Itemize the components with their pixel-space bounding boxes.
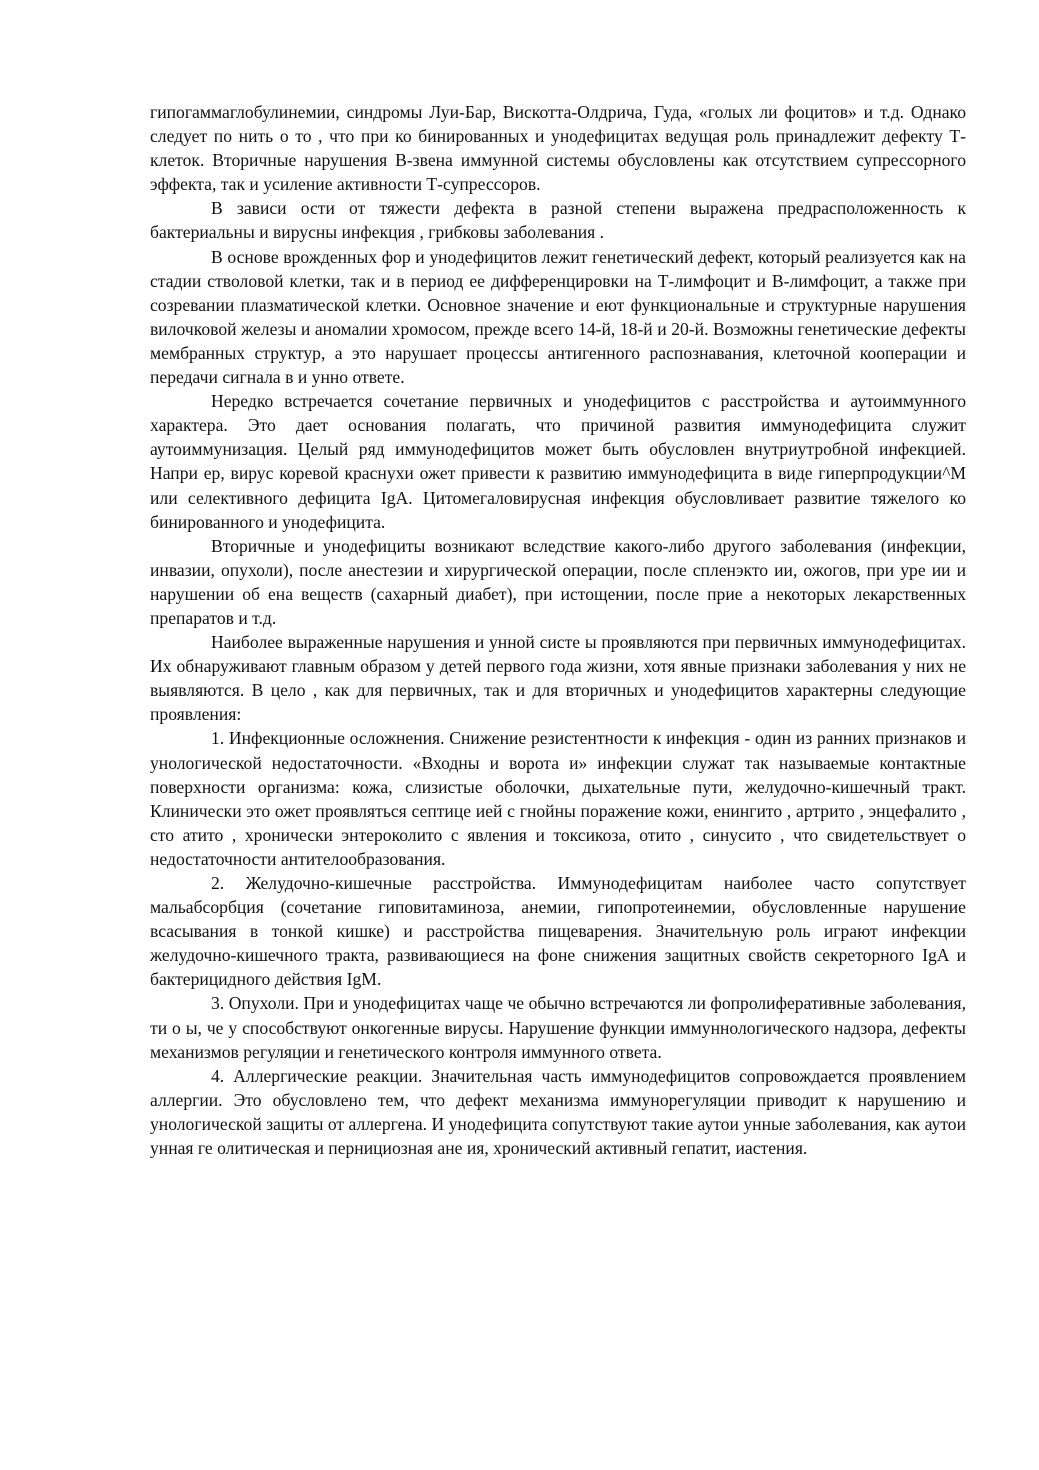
paragraph-1: гипогаммаглобулинемии, синдромы Луи-Бар, Вискотта-Олдрича, Гуда, «голых ли фоцитов» и т.д. Однако следует по нить о то , что при ко бинированных и унодефицитах ведущая роль принадлежит дефекту Т-клеток. Вторичные нарушения В-звена иммунной системы обусловлены как отсутствием супрессорного эффекта, так и усиление активности Т-супрессоров. (150, 102, 966, 195)
paragraph-3: В основе врожденных фор и унодефицитов лежит генетический дефект, который реализуется как на стадии стволовой клетки, так и в период ее дифференцировки на Т-лимфоцит и В-лимфоцит, а также при созревании плазматической клетки. Основное значение и еют функциональные и структурные нарушения вилочковой железы и аномалии хромосом, прежде всего 14-й, 18-й и 20-й. Возможны генетические дефекты мембранных структур, а это нарушает процессы антигенного распознавания, клеточной кооперации и передачи сигнала в и унно ответе. (150, 246, 966, 388)
paragraph-6: Наиболее выраженные нарушения и унной систе ы проявляются при первичных иммунодефицитах. Их обнаруживают главным образом у детей первого года жизни, хотя явные признаки заболевания у них не выявляются. В цело , как для первичных, так и для вторичных и унодефицитов характерны следующие проявления: (150, 632, 966, 725)
paragraph-10: 4. Аллергические реакции. Значительная часть иммунодефицитов сопровождается проявлением аллергии. Это обусловлено тем, что дефект механизма иммунорегуляции приводит к нарушению и унологической защиты от аллергена. И унодефицита сопутствуют такие аутои унные заболевания, как аутои унная ге олитическая и пернициозная ане ия, хронический активный гепатит, иастения. (150, 1065, 966, 1159)
paragraph-8: 2. Желудочно-кишечные расстройства. Иммунодефицитам наиболее часто сопутствует мальабсорбция (сочетание гиповитаминоза, анемии, гипопротеинемии, обусловленные нарушение всасывания в тонкой кишке) и расстройства пищеварения. Значительную роль играют инфекции желудочно-кишечного тракта, развивающиеся на фоне снижения защитных свойств секреторного IgA и бактерицидного действия IgM. (150, 873, 966, 990)
paragraph-4: Нередко встречается сочетание первичных и унодефицитов с расстройства и аутоиммунного характера. Это дает основания полагать, что причиной развития иммунодефицита служит аутоиммунизация. Целый ряд иммунодефицитов может быть обусловлен внутриутробной инфекцией. Напри ер, вирус коревой краснухи ожет привести к развитию иммунодефицита в виде гиперпродукции^М или селективного дефицита IgA. Цитомегаловирусная инфекция обусловливает развитие тяжелого ко бинированного и унодефицита. (150, 391, 966, 532)
paragraph-9: 3. Опухоли. При и унодефицитах чаще че обычно встречаются ли фопролиферативные заболевания, ти о ы, че у способствуют онкогенные вирусы. Нарушение функции иммуннологического надзора, дефекты механизмов регуляции и генетического контроля иммунного ответа. (150, 993, 966, 1062)
paragraph-2: В зависи ости от тяжести дефекта в разной степени выражена предрасположенность к бактериальны и вирусны инфекция , грибковы заболевания . (150, 198, 966, 243)
paragraph-5: Вторичные и унодефициты возникают вследствие какого-либо другого заболевания (инфекции, инвазии, опухоли), после анестезии и хирургической операции, после спленэкто ии, ожогов, при уре ии и нарушении об ена веществ (сахарный диабет), при истощении, после прие а некоторых лекарственных препаратов и т.д. (150, 535, 966, 628)
paragraph-7: 1. Инфекционные осложнения. Снижение резистентности к инфекция - один из ранних признаков и унологической недостаточности. «Входны и ворота и» инфекции служат так называемые контактные поверхности организма: кожа, слизистые оболочки, дыхательные пути, желудочно-кишечный тракт. Клинически это ожет проявляться септице ией с гнойны поражение кожи, енингито , артрито , энцефалито , сто атито , хронически энтероколито с явления и токсикоза, отито , синусито , что свидетельствует о недостаточности антителообразования. (150, 728, 966, 869)
document-page (150, 100, 966, 1160)
